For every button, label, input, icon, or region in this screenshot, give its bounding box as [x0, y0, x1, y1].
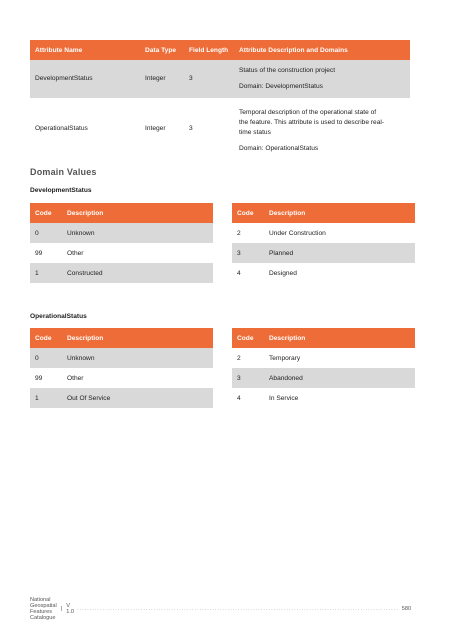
domain-values-heading: Domain Values [30, 167, 97, 177]
header-description: Description [264, 328, 415, 348]
attribute-table-header [30, 40, 410, 60]
attribute-length: 3 [184, 60, 234, 99]
code-table-right [232, 203, 415, 283]
header-code: Code [232, 203, 264, 223]
table-row [30, 243, 213, 263]
footer-dot-leader: .............................................................................................................................. [76, 606, 399, 612]
attribute-name: DevelopmentStatus [30, 60, 140, 99]
description-cell: Unknown [62, 223, 213, 243]
header-attribute-name: Attribute Name [30, 40, 140, 60]
table-row [30, 99, 410, 158]
code-cell: 3 [232, 368, 264, 388]
header-description: Description [62, 328, 213, 348]
table-row [30, 388, 213, 408]
attribute-type: Integer [140, 99, 184, 158]
code-cell: 3 [232, 243, 264, 263]
description-line: Status of the construction project [239, 67, 336, 74]
description-cell: Planned [264, 243, 415, 263]
code-cell: 1 [30, 388, 62, 408]
attribute-name: OperationalStatus [30, 99, 140, 158]
code-cell: 99 [30, 368, 62, 388]
table-row [30, 223, 213, 243]
table-row [232, 368, 415, 388]
header-description: Description [62, 203, 213, 223]
description-cell: Temporary [264, 348, 415, 368]
code-cell: 4 [232, 263, 264, 283]
description-line: the feature. This attribute is used to describe real- [239, 119, 385, 126]
attribute-description [234, 99, 410, 158]
code-cell: 4 [232, 388, 264, 408]
description-cell: Unknown [62, 348, 213, 368]
header-description: Description [264, 203, 415, 223]
table-row [232, 388, 415, 408]
header-code: Code [30, 203, 62, 223]
header-code: Code [30, 328, 62, 348]
description-cell: Out Of Service [62, 388, 213, 408]
code-table-left [30, 203, 213, 283]
description-cell: In Service [264, 388, 415, 408]
code-cell: 0 [30, 348, 62, 368]
attribute-table [30, 40, 410, 158]
attribute-type: Integer [140, 60, 184, 99]
domain-title: OperationalStatus [30, 313, 87, 320]
attribute-length: 3 [184, 99, 234, 158]
code-cell: 2 [232, 348, 264, 368]
code-cell: 99 [30, 243, 62, 263]
attribute-description [234, 60, 410, 99]
code-table-right [232, 328, 415, 408]
code-cell: 1 [30, 263, 62, 283]
page-number: 580 [401, 606, 412, 612]
header-description: Attribute Description and Domains [234, 40, 410, 60]
domain-reference: Domain: DevelopmentStatus [239, 83, 323, 90]
description-cell: Abandoned [264, 368, 415, 388]
footer-separator: | [60, 606, 63, 612]
description-cell: Constructed [62, 263, 213, 283]
header-data-type: Data Type [140, 40, 184, 60]
header-field-length: Field Length [184, 40, 234, 60]
table-row [232, 223, 415, 243]
domain-reference: Domain: OperationalStatus [239, 145, 319, 152]
header-code: Code [232, 328, 264, 348]
table-row [232, 243, 415, 263]
description-line: Temporal description of the operational state of [239, 109, 377, 116]
domain-title: DevelopmentStatus [30, 187, 92, 194]
footer-title: National Geospatial Features Catalogue [30, 597, 57, 621]
table-row [232, 263, 415, 283]
description-line: time status [239, 129, 271, 136]
table-row [30, 263, 213, 283]
table-row [30, 348, 213, 368]
table-row [232, 348, 415, 368]
code-table-left [30, 328, 213, 408]
description-cell: Other [62, 368, 213, 388]
footer-version: V 1.0 [66, 603, 74, 615]
code-cell: 0 [30, 223, 62, 243]
page-footer [30, 597, 410, 621]
code-cell: 2 [232, 223, 264, 243]
description-cell: Designed [264, 263, 415, 283]
description-cell: Under Construction [264, 223, 415, 243]
table-row [30, 368, 213, 388]
table-row [30, 60, 410, 99]
description-cell: Other [62, 243, 213, 263]
